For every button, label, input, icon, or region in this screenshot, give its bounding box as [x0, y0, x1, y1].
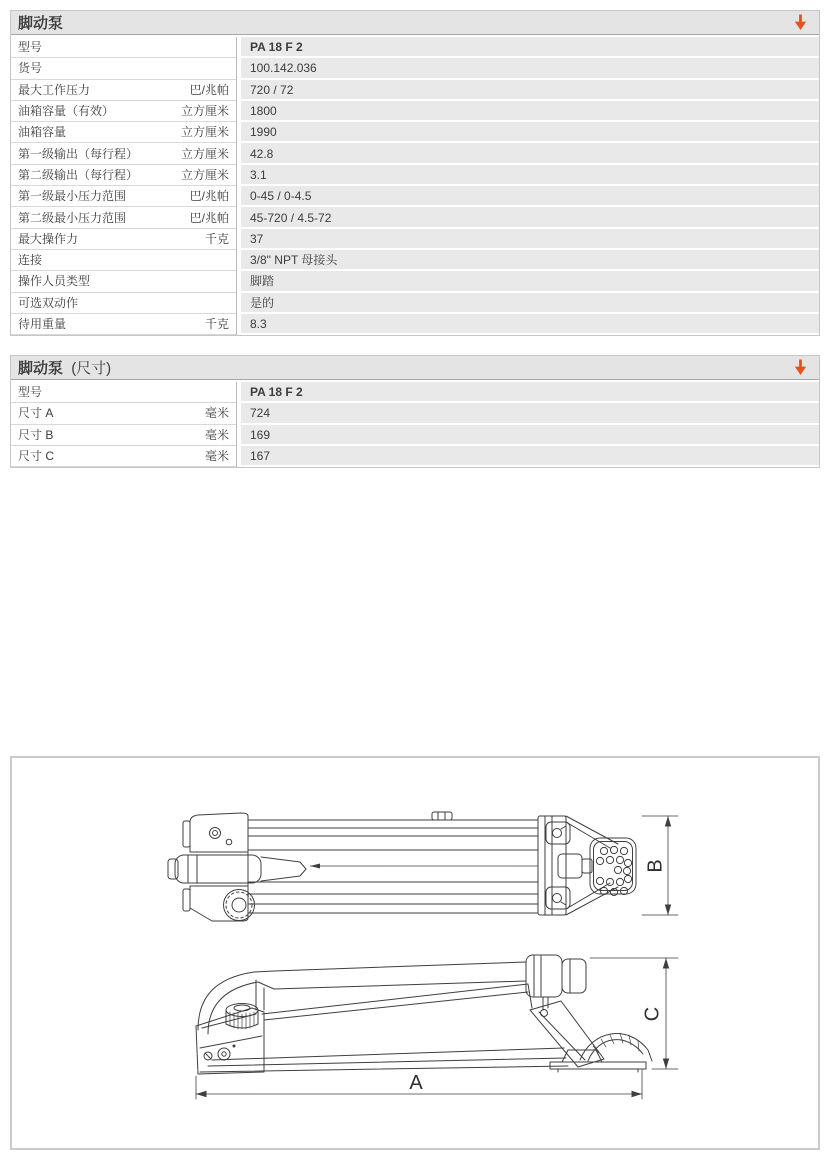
- row-value: 720 / 72: [250, 82, 294, 97]
- download-arrow-icon[interactable]: [791, 13, 810, 32]
- row-value-cell: [241, 122, 819, 143]
- row-label: 型号: [18, 40, 43, 55]
- row-value-cell: [241, 314, 819, 335]
- row-unit: 毫米: [204, 427, 229, 442]
- row-label: 第一级输出（每行程）: [18, 146, 139, 161]
- row-label: 操作人员类型: [18, 274, 91, 289]
- table-title-suffix: (尺寸): [71, 360, 112, 377]
- row-label-cell: [11, 186, 237, 207]
- dim-label-a: A: [409, 1072, 423, 1094]
- row-label-cell: [11, 382, 237, 403]
- row-value-cell: [241, 37, 819, 58]
- row-label: 油箱容量: [18, 125, 67, 140]
- table-row: [11, 293, 819, 314]
- row-value: 1990: [250, 125, 277, 140]
- row-value-cell: [241, 143, 819, 164]
- row-value-cell: [241, 207, 819, 228]
- dimension-a: [196, 1070, 642, 1099]
- row-label-cell: [11, 37, 237, 58]
- row-label-cell: [11, 229, 237, 250]
- pump-dimensions-table: [10, 355, 820, 468]
- download-arrow-icon[interactable]: [791, 358, 810, 377]
- row-label-cell: [11, 293, 237, 314]
- row-value-cell: [241, 229, 819, 250]
- row-label: 可选双动作: [18, 295, 79, 310]
- row-value: 3.1: [250, 167, 267, 182]
- row-value: 8.3: [250, 317, 267, 331]
- row-label: 尺寸 A: [18, 406, 54, 421]
- dim-label-b: B: [644, 859, 667, 873]
- row-unit: 千克: [204, 231, 229, 246]
- table-row: [11, 101, 819, 122]
- row-label: 油箱容量（有效）: [18, 104, 115, 119]
- table-row: [11, 58, 819, 79]
- row-label: 尺寸 C: [18, 449, 55, 464]
- dimension-b: [642, 816, 678, 915]
- row-value-cell: [241, 271, 819, 292]
- side-view: [196, 955, 678, 1099]
- row-unit: 立方厘米: [180, 167, 229, 182]
- row-value-cell: [241, 80, 819, 101]
- row-value-cell: [241, 58, 819, 79]
- technical-drawing-frame: [10, 756, 820, 1150]
- row-label-cell: [11, 446, 237, 467]
- row-value-cell: [241, 382, 819, 403]
- row-label: 第二级最小压力范围: [18, 210, 127, 225]
- row-value: 37: [250, 231, 264, 246]
- row-label: 最大工作压力: [18, 82, 91, 97]
- row-label-cell: [11, 403, 237, 424]
- table-row: [11, 186, 819, 207]
- row-label-cell: [11, 58, 237, 79]
- dim-label-c: C: [641, 1006, 664, 1022]
- dimension-c: [590, 958, 678, 1069]
- row-label-cell: [11, 143, 237, 164]
- table-title-main: 脚动泵: [18, 360, 64, 377]
- row-value-cell: [241, 403, 819, 424]
- table-row: [11, 446, 819, 467]
- table-row: [11, 314, 819, 335]
- row-label: 第一级最小压力范围: [18, 189, 127, 204]
- technical-drawing: [12, 758, 818, 1148]
- row-value-cell: [241, 293, 819, 314]
- row-label-cell: [11, 165, 237, 186]
- table-row: [11, 425, 819, 446]
- row-value-cell: [241, 446, 819, 467]
- table-title-main: 脚动泵: [18, 15, 64, 32]
- row-label: 第二级输出（每行程）: [18, 167, 139, 182]
- row-label-cell: [11, 80, 237, 101]
- table-row: [11, 271, 819, 292]
- row-label-cell: [11, 101, 237, 122]
- row-value: 45-720 / 4.5-72: [250, 210, 332, 225]
- row-label-cell: [11, 425, 237, 446]
- row-value: 3/8" NPT 母接头: [250, 253, 338, 268]
- row-value-cell: [241, 101, 819, 122]
- row-label: 连接: [18, 253, 43, 268]
- row-unit: 立方厘米: [180, 146, 229, 161]
- row-value: 169: [250, 427, 271, 442]
- row-value: 167: [250, 449, 271, 464]
- row-unit: 毫米: [204, 449, 229, 464]
- row-label: 型号: [18, 385, 43, 400]
- table-body: [11, 380, 819, 467]
- row-label-cell: [11, 250, 237, 271]
- row-label: 最大操作力: [18, 231, 79, 246]
- row-value: 是的: [250, 295, 275, 310]
- row-unit: 毫米: [204, 406, 229, 421]
- row-unit: 立方厘米: [180, 125, 229, 140]
- row-label-cell: [11, 314, 237, 335]
- row-value-cell: [241, 165, 819, 186]
- table-row: [11, 37, 819, 58]
- row-value-cell: [241, 425, 819, 446]
- table-header: [11, 11, 819, 35]
- row-value: 724: [250, 406, 271, 421]
- row-unit: 巴/兆帕: [189, 189, 229, 204]
- pump-spec-table: [10, 10, 820, 336]
- row-value: 0-45 / 0-4.5: [250, 189, 312, 204]
- row-value: PA 18 F 2: [250, 385, 303, 400]
- table-row: [11, 122, 819, 143]
- row-label: 待用重量: [18, 317, 67, 331]
- table-header: [11, 356, 819, 380]
- row-label: 货号: [18, 61, 43, 76]
- row-value: 脚踏: [250, 274, 275, 289]
- row-unit: 巴/兆帕: [189, 82, 229, 97]
- row-unit: 千克: [204, 317, 229, 331]
- row-label-cell: [11, 122, 237, 143]
- row-label-cell: [11, 207, 237, 228]
- table-row: [11, 143, 819, 164]
- table-row: [11, 80, 819, 101]
- row-value-cell: [241, 250, 819, 271]
- row-label-cell: [11, 271, 237, 292]
- row-value: 42.8: [250, 146, 274, 161]
- table-row: [11, 165, 819, 186]
- table-row: [11, 403, 819, 424]
- row-value: 1800: [250, 104, 277, 119]
- table-row: [11, 382, 819, 403]
- row-unit: 巴/兆帕: [189, 210, 229, 225]
- table-row: [11, 229, 819, 250]
- table-row: [11, 250, 819, 271]
- top-view: [168, 812, 678, 921]
- row-value-cell: [241, 186, 819, 207]
- table-title: [11, 357, 111, 378]
- row-label: 尺寸 B: [18, 427, 54, 442]
- table-body: [11, 35, 819, 335]
- row-value: PA 18 F 2: [250, 40, 303, 55]
- pedal-grip-dots: [596, 846, 631, 895]
- row-value: 100.142.036: [250, 61, 317, 76]
- table-row: [11, 207, 819, 228]
- table-title: [11, 12, 67, 33]
- row-unit: 立方厘米: [180, 104, 229, 119]
